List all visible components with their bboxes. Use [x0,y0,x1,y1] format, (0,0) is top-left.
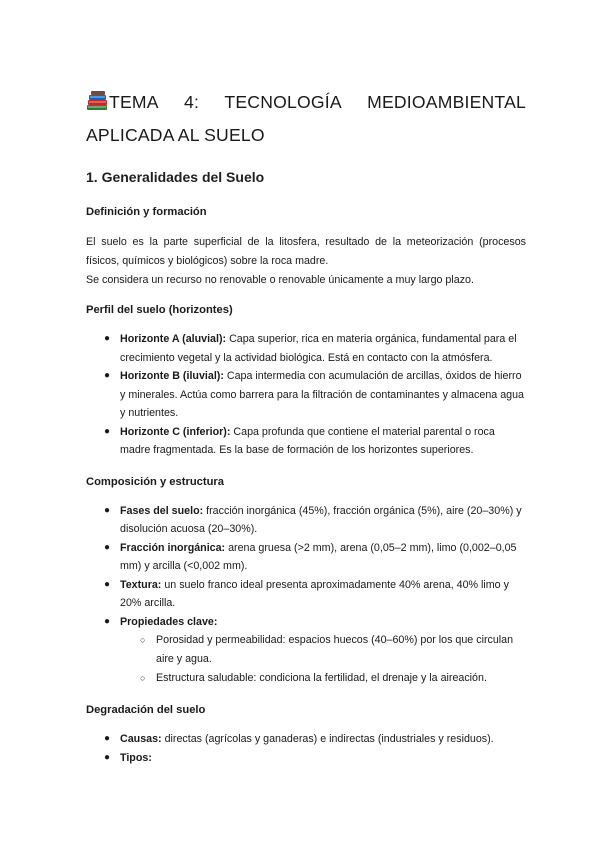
title-word-2: 4: [184,92,200,112]
list-item: ● Horizonte A (aluvial): Capa superior, rica en materia orgánica, fundamental para el crecimiento vegetal y la actividad biológica. Está en contacto con la atmósfera. [86,330,526,367]
definicion-line-3: Se considera un recurso no renovable o renovable únicamente a muy largo plazo. [86,274,474,286]
document-page [86,86,526,767]
definicion-line-1: El suelo es la parte superficial de la litosfera, resultado de la meteorización (procesos [86,236,526,248]
list-item: ● Fases del suelo: fracción inorgánica (45%), fracción orgánica (5%), aire (20–30%) y disolución acuosa (20–30%). [86,502,526,539]
list-item: ● Horizonte B (iluvial): Capa intermedia con acumulación de arcillas, óxidos de hierro y minerales. Actúa como barrera para la filtración de contaminantes y almacena agua y nutrientes. [86,367,526,423]
subheading-degradacion: Degradación del suelo [86,704,206,716]
list-item: ● Textura: un suelo franco ideal presenta aproximadamente 40% arena, 40% limo y 20% arcilla. [86,576,526,613]
composicion-list [86,502,526,689]
bullet-icon: ● [104,751,111,763]
list-item: ● Propiedades clave: ○ Porosidad y permeabilidad: espacios huecos (40–60%) por los que circulan aire y agua. ○ Estructura saludable: condiciona la fertilidad, el drenaje y la aireación. [86,613,526,689]
list-item: ● Tipos: [86,749,526,768]
bullet-icon: ● [104,425,111,437]
bullet-icon: ● [104,504,111,516]
title-word-1: TEMA [86,86,159,119]
subheading-definicion: Definición y formación [86,206,207,218]
list-item: ○ Estructura saludable: condiciona la fertilidad, el drenaje y la aireación. [120,669,526,688]
title-line-1 [86,86,526,119]
title-word-3: TECNOLOGÍA [224,92,342,112]
title-line-2: APLICADA AL SUELO [86,125,265,145]
circle-bullet-icon: ○ [140,673,146,683]
bullet-icon: ● [104,541,111,553]
definicion-line-2: físicos, químicos y biológicos) sobre la roca madre. [86,255,329,267]
bullet-icon: ● [104,370,111,381]
perfil-list [86,330,526,460]
degradacion-list [86,730,526,767]
section-heading-generalidades: 1. Generalidades del Suelo [86,169,265,185]
bullet-icon: ● [104,578,111,590]
list-item: ● Fracción inorgánica: arena gruesa (>2 mm), arena (0,05–2 mm), limo (0,002–0,05 mm) y arcilla (<0,002 mm). [86,539,526,576]
list-item: ○ Porosidad y permeabilidad: espacios huecos (40–60%) por los que circulan aire y agua. [120,631,526,669]
bullet-icon: ● [104,333,111,344]
books-icon [86,91,108,111]
subheading-perfil: Perfil del suelo (horizontes) [86,304,233,316]
list-item: ● Causas: directas (agrícolas y ganaderas) e indirectas (industriales y residuos). [86,730,526,749]
list-item: ● Horizonte C (inferior): Capa profunda que contiene el material parental o roca madre fragmentada. Es la base de formación de los horizontes superiores. [86,423,526,460]
definicion-paragraph [86,233,526,290]
bullet-icon: ● [104,733,111,744]
circle-bullet-icon: ○ [140,635,146,645]
subheading-composicion: Composición y estructura [86,475,225,488]
document-title [86,86,526,152]
title-word-4: MEDIOAMBIENTAL [367,92,526,112]
propiedades-sublist [120,631,526,688]
bullet-icon: ● [104,615,111,627]
